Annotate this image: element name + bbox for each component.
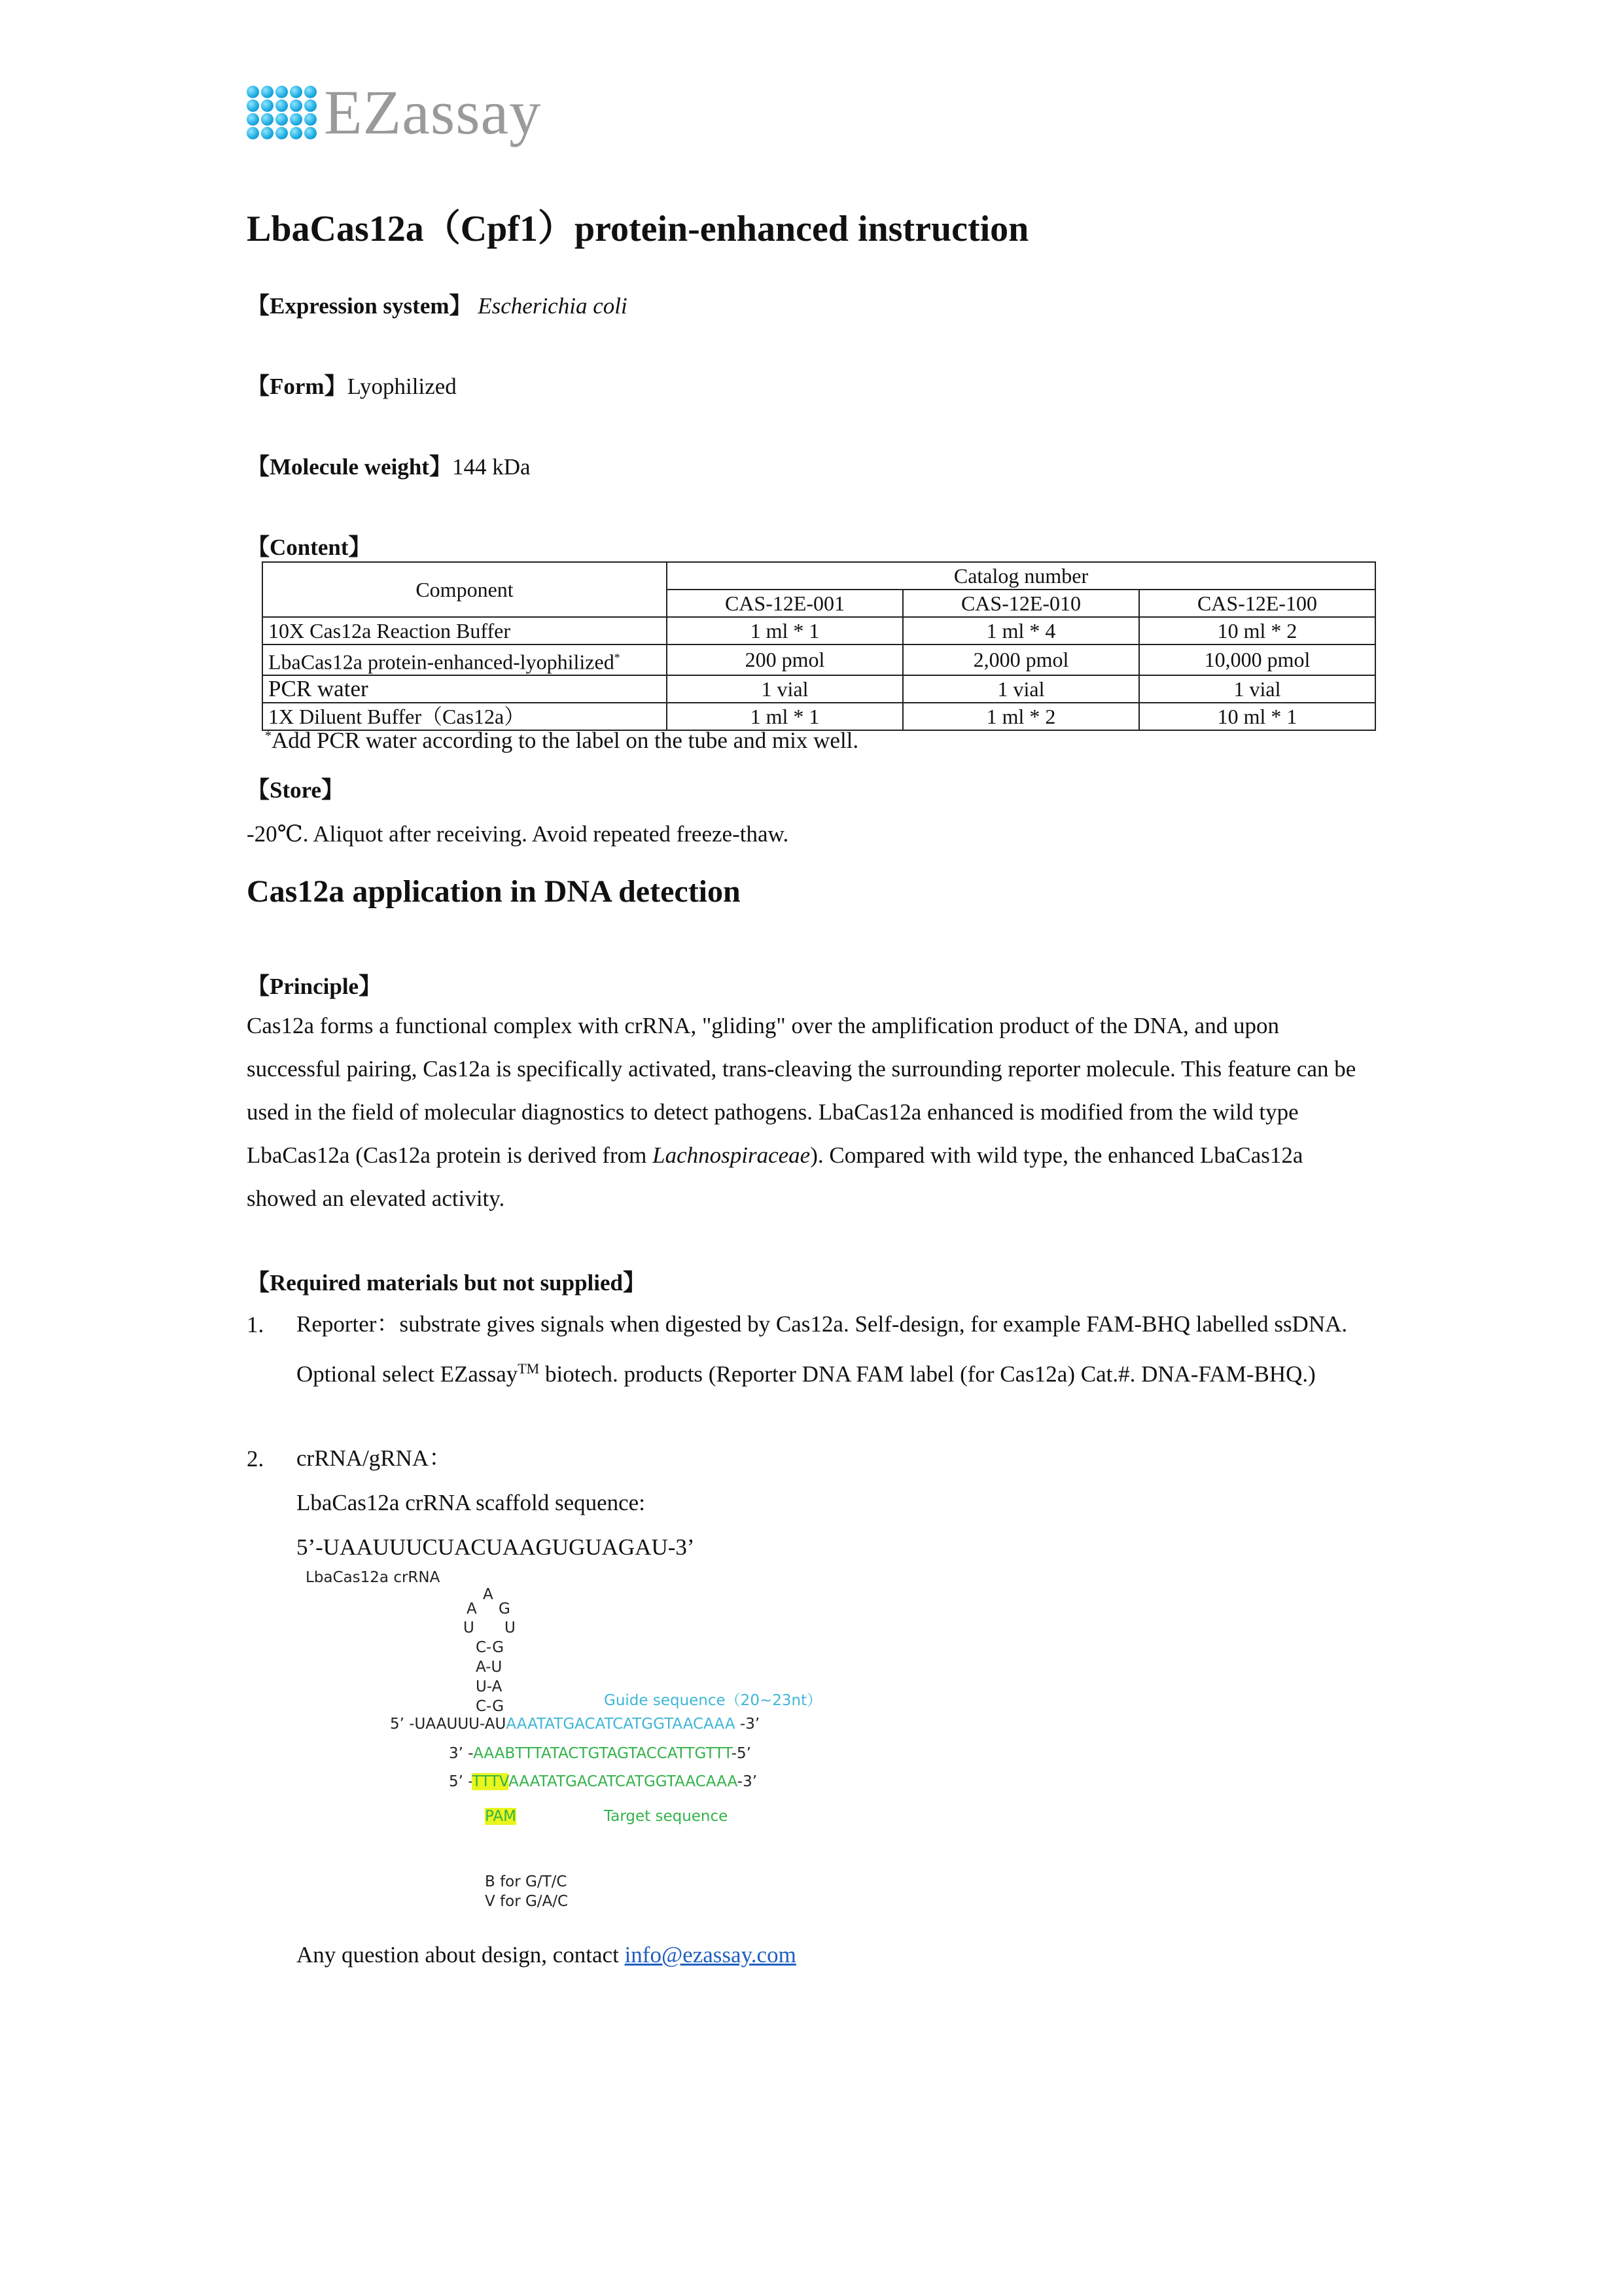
component-header: Component [262, 562, 667, 617]
principle-label: 【Principle】 [247, 974, 382, 999]
content-label: 【Content】 [247, 535, 372, 560]
legend-line: B for G/T/C [485, 1873, 567, 1890]
component-name: 10X Cas12a Reaction Buffer [262, 617, 667, 645]
target-strand-5to3 [449, 1773, 757, 1790]
list-number: 1. [247, 1312, 264, 1337]
table-row [262, 703, 1375, 730]
store-label: 【Store】 [247, 777, 345, 803]
list-number: 2. [247, 1446, 264, 1472]
table-cell: 1 ml * 1 [667, 703, 903, 730]
component-name: 1X Diluent Buffer（Cas12a） [262, 703, 667, 730]
form-value: Lyophilized [347, 374, 457, 399]
table-cell: 1 vial [667, 675, 903, 703]
table-cell: 200 pmol [667, 645, 903, 675]
logo-text: EZassay [324, 77, 542, 147]
target-strand-3to5 [449, 1745, 751, 1762]
expression-value: Escherichia coli [478, 293, 627, 319]
target-label: Target sequence [604, 1808, 728, 1825]
table-cell: 2,000 pmol [903, 645, 1139, 675]
crrna-title: crRNA/gRNA： [296, 1445, 452, 1471]
expression-label: 【Expression system】 [247, 293, 472, 319]
content-table [262, 561, 1376, 731]
footnote-mark: * [265, 728, 272, 743]
footnote-text: Add PCR water according to the label on the tube and mix well. [272, 728, 859, 753]
principle-paragraph [247, 1004, 1379, 1220]
form-label: 【Form】 [247, 374, 347, 399]
section-title: Cas12a application in DNA detection [247, 874, 741, 909]
table-cell: 10 ml * 1 [1139, 703, 1375, 730]
table-cell: 10,000 pmol [1139, 645, 1375, 675]
molecule-weight-line [247, 449, 531, 482]
stem-pair: C-G [476, 1639, 504, 1656]
table-cell: 1 ml * 4 [903, 617, 1139, 645]
trademark: TM [518, 1360, 540, 1377]
diagram-title: LbaCas12a crRNA [306, 1569, 440, 1586]
footnote-mark: * [614, 651, 620, 664]
catalog-number: CAS-12E-001 [667, 590, 903, 617]
stem-pair: A-U [476, 1659, 502, 1676]
contact-text: Any question about design, contact [296, 1942, 625, 1968]
loop-base: A [483, 1586, 493, 1603]
stem-pair: C-G [476, 1698, 504, 1715]
loop-base: G [499, 1600, 510, 1617]
table-row [262, 617, 1375, 645]
required-label: 【Required materials but not supplied】 [247, 1270, 646, 1296]
catalog-header: Catalog number [667, 562, 1375, 590]
table-cell: 1 vial [903, 675, 1139, 703]
strand-seq: AAATATGACATCATGGTAACAAA [508, 1773, 737, 1790]
mw-value: 144 kDa [451, 454, 531, 480]
crrna-suffix: -3’ [735, 1716, 760, 1733]
legend-line: V for G/A/C [485, 1893, 569, 1910]
table-cell: 10 ml * 2 [1139, 617, 1375, 645]
catalog-number: CAS-12E-100 [1139, 590, 1375, 617]
form-line [247, 368, 457, 401]
table-row [262, 675, 1375, 703]
expression-system [247, 288, 627, 321]
strand-suffix: -3’ [737, 1773, 758, 1790]
component-name: PCR water [262, 675, 667, 703]
strand-seq: AAABTTTATACTGTAGTACCATTGTTT [473, 1745, 732, 1762]
strand-prefix: 3’ - [449, 1745, 474, 1762]
scaffold-label: LbaCas12a crRNA scaffold sequence: [296, 1490, 645, 1515]
contact-email-link[interactable]: info@ezassay.com [624, 1942, 796, 1968]
loop-base: U [504, 1619, 516, 1636]
component-name-cell [262, 645, 667, 675]
principle-italic: Lachnospiraceae [652, 1142, 811, 1168]
strand-suffix: -5’ [731, 1745, 751, 1762]
mw-label: 【Molecule weight】 [247, 454, 452, 480]
loop-base: U [463, 1619, 474, 1636]
crrna-prefix: 5’ -UAAUUU-AU [390, 1716, 506, 1733]
table-cell: 1 vial [1139, 675, 1375, 703]
logo-dots-icon [247, 86, 317, 139]
list-item-reporter [296, 1302, 1383, 1397]
page-title: LbaCas12a（Cpf1）protein-enhanced instruction [247, 209, 1029, 249]
contact-line [296, 1942, 796, 1968]
table-row [262, 645, 1375, 675]
scaffold-sequence: 5’-UAAUUUCUACUAAGUGUAGAU-3’ [296, 1534, 695, 1560]
list-item-crrna [296, 1436, 1383, 1570]
table-footnote [265, 728, 858, 754]
store-text: -20℃. Aliquot after receiving. Avoid repeated freeze-thaw. [247, 821, 789, 847]
crrna-strand [390, 1716, 760, 1733]
loop-base: A [467, 1600, 477, 1617]
component-name: LbaCas12a protein-enhanced-lyophilized [268, 650, 614, 674]
crrna-guide-seq: AAATATGACATCATGGTAACAAA [506, 1716, 735, 1733]
pam-label: PAM [485, 1808, 516, 1825]
table-cell: 1 ml * 1 [667, 617, 903, 645]
guide-label: Guide sequence（20~23nt） [604, 1692, 822, 1709]
strand-prefix: 5’ - [449, 1773, 472, 1790]
reporter-text: Reporter：substrate gives signals when digested by Cas12a. Self-design, for example FAM-BHQ labelled ssDNA. Optional select EZassay [296, 1311, 1348, 1387]
principle-text-end: ). Compared with wild type, the enhanced LbaCas12a showed an elevated activity. [247, 1142, 1303, 1211]
table-cell: 1 ml * 2 [903, 703, 1139, 730]
catalog-number: CAS-12E-010 [903, 590, 1139, 617]
stem-pair: U-A [476, 1678, 502, 1695]
company-logo [247, 77, 541, 149]
principle-text: Cas12a forms a functional complex with crRNA, "gliding" over the amplification product of the DNA, and upon successful pairing, Cas12a is specifically activated, trans-cleaving the surrounding reporter molecule. This feature can be used in the field of molecular diagnostics to detect pathogens. LbaCas12a enhanced is modified from the wild type LbaCas12a (Cas12a protein is derived from [247, 1013, 1356, 1168]
pam-seq: TTTV [472, 1773, 509, 1790]
reporter-text-end: biotech. products (Reporter DNA FAM label (for Cas12a) Cat.#. DNA-FAM-BHQ.) [539, 1361, 1316, 1387]
